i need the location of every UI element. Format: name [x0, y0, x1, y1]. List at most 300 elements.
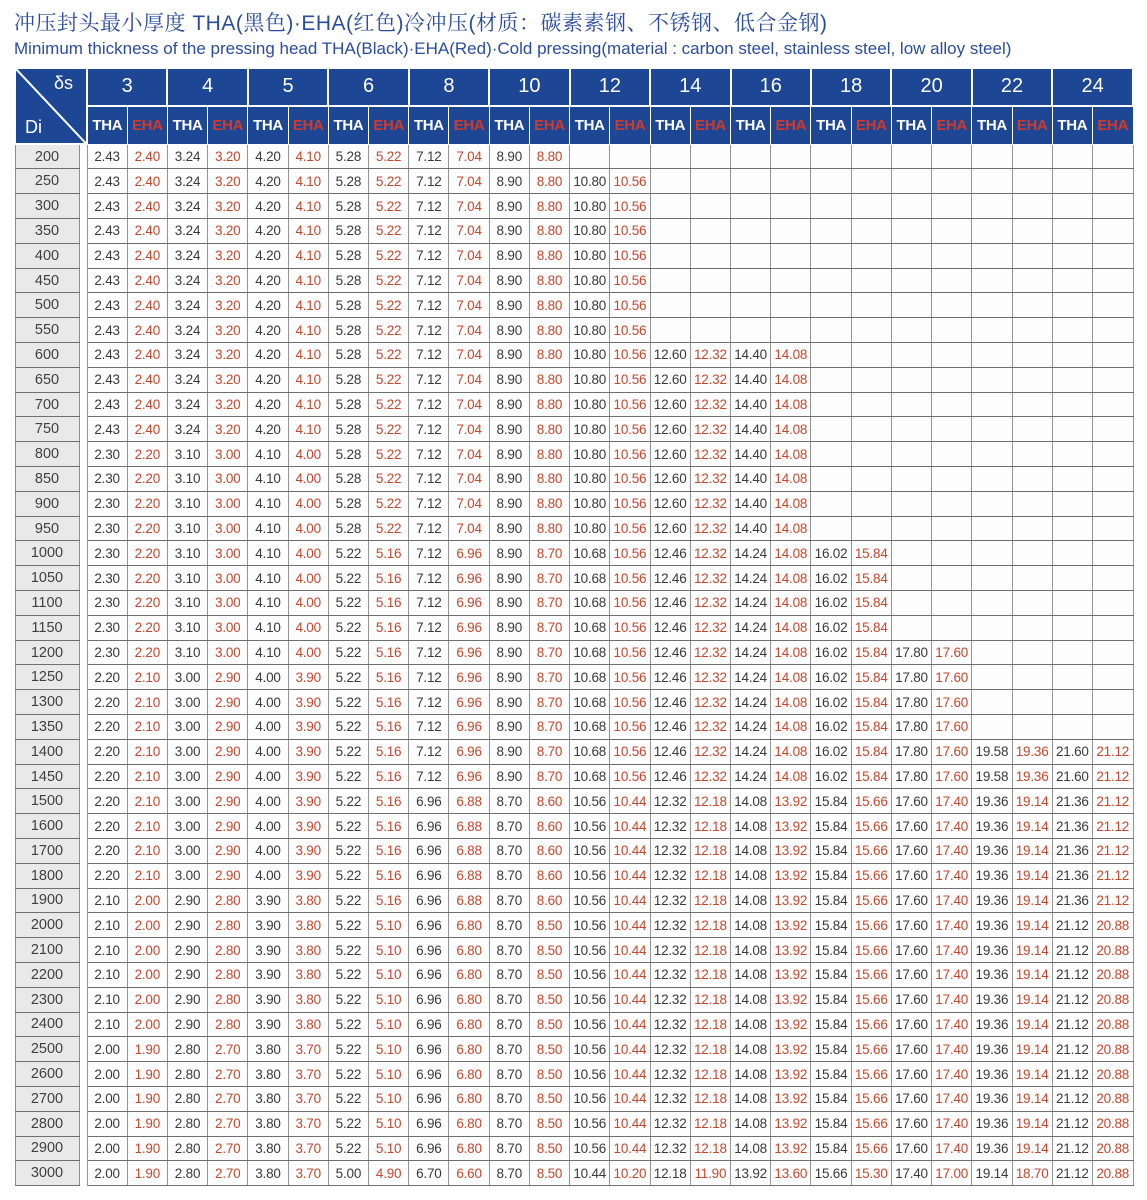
tha-value-cell: 8.90 [489, 739, 529, 764]
eha-value-cell [610, 144, 650, 169]
eha-value-cell: 4.10 [288, 417, 328, 442]
eha-value-cell: 12.32 [690, 392, 730, 417]
eha-value-cell: 8.80 [529, 516, 569, 541]
eha-value-cell: 12.18 [690, 863, 730, 888]
eha-header-label: EHA [610, 106, 650, 145]
column-gap [79, 392, 87, 417]
eha-value-cell [771, 243, 811, 268]
eha-header-label: EHA [690, 106, 730, 145]
eha-value-cell: 5.10 [369, 913, 409, 938]
tha-value-cell [650, 268, 690, 293]
eha-value-cell [851, 243, 891, 268]
eha-value-cell: 6.96 [449, 541, 489, 566]
eha-value-cell: 2.10 [127, 839, 167, 864]
eha-value-cell: 2.20 [127, 566, 167, 591]
eha-value-cell: 4.00 [288, 491, 328, 516]
eha-value-cell: 13.92 [771, 789, 811, 814]
tha-value-cell: 4.10 [248, 442, 288, 467]
tha-value-cell: 19.36 [972, 814, 1012, 839]
eha-value-cell [1092, 615, 1133, 640]
eha-value-cell: 2.70 [208, 1111, 248, 1136]
tha-value-cell: 5.22 [328, 739, 368, 764]
tha-value-cell: 15.84 [811, 987, 851, 1012]
tha-value-cell [650, 169, 690, 194]
eha-value-cell [932, 144, 972, 169]
tha-value-cell [1052, 491, 1092, 516]
eha-value-cell: 10.56 [610, 566, 650, 591]
eha-value-cell: 10.56 [610, 343, 650, 368]
tha-value-cell [972, 516, 1012, 541]
tha-header-label: THA [570, 106, 610, 145]
tha-value-cell [731, 318, 771, 343]
eha-value-cell: 5.22 [369, 516, 409, 541]
eha-value-cell: 8.50 [529, 1136, 569, 1161]
eha-value-cell: 13.92 [771, 1086, 811, 1111]
thickness-col-header-12: 12 [570, 68, 650, 106]
eha-value-cell [851, 144, 891, 169]
tha-value-cell: 2.30 [87, 442, 127, 467]
tha-value-cell: 14.24 [731, 690, 771, 715]
tha-value-cell: 10.80 [570, 367, 610, 392]
tha-value-cell: 8.90 [489, 392, 529, 417]
eha-value-cell: 17.40 [932, 1012, 972, 1037]
corner-label-di: Di [25, 117, 42, 138]
tha-value-cell: 2.20 [87, 863, 127, 888]
tha-value-cell [731, 144, 771, 169]
tha-value-cell [972, 318, 1012, 343]
tha-value-cell: 10.80 [570, 219, 610, 244]
thickness-col-header-5: 5 [248, 68, 328, 106]
tha-value-cell: 3.10 [167, 541, 207, 566]
tha-value-cell [811, 516, 851, 541]
eha-value-cell [1012, 392, 1052, 417]
tha-value-cell: 6.96 [409, 814, 449, 839]
eha-value-cell: 14.08 [771, 640, 811, 665]
column-gap [79, 913, 87, 938]
eha-value-cell [690, 194, 730, 219]
eha-header-label: EHA [932, 106, 972, 145]
eha-value-cell: 17.60 [932, 764, 972, 789]
tha-value-cell: 2.30 [87, 516, 127, 541]
eha-value-cell [1092, 566, 1133, 591]
tha-value-cell: 8.70 [489, 1161, 529, 1186]
eha-value-cell [1092, 417, 1133, 442]
tha-value-cell: 10.56 [570, 1111, 610, 1136]
eha-value-cell: 6.96 [449, 640, 489, 665]
di-row-label: 2400 [15, 1012, 79, 1037]
tha-value-cell: 4.00 [248, 665, 288, 690]
tha-value-cell: 12.60 [650, 467, 690, 492]
tha-value-cell [1052, 690, 1092, 715]
tha-value-cell: 19.36 [972, 1012, 1012, 1037]
tha-value-cell [891, 293, 931, 318]
tha-value-cell: 14.08 [731, 1086, 771, 1111]
eha-value-cell: 13.92 [771, 1136, 811, 1161]
tha-value-cell: 8.70 [489, 987, 529, 1012]
eha-value-cell [851, 491, 891, 516]
tha-value-cell: 12.60 [650, 516, 690, 541]
eha-header-label: EHA [851, 106, 891, 145]
tha-value-cell: 3.24 [167, 219, 207, 244]
tha-value-cell [811, 442, 851, 467]
tha-value-cell: 3.24 [167, 417, 207, 442]
tha-value-cell: 4.20 [248, 417, 288, 442]
tha-value-cell: 3.24 [167, 194, 207, 219]
tha-value-cell: 10.80 [570, 392, 610, 417]
tha-value-cell [891, 194, 931, 219]
di-row-label: 1700 [15, 839, 79, 864]
eha-value-cell: 8.70 [529, 764, 569, 789]
thickness-col-header-16: 16 [731, 68, 811, 106]
tha-value-cell: 3.00 [167, 863, 207, 888]
tha-value-cell: 12.46 [650, 764, 690, 789]
di-row-label: 2200 [15, 962, 79, 987]
tha-value-cell: 4.10 [248, 591, 288, 616]
tha-value-cell: 15.84 [811, 1086, 851, 1111]
eha-value-cell: 12.18 [690, 1062, 730, 1087]
tha-value-cell: 3.00 [167, 764, 207, 789]
tha-value-cell: 14.40 [731, 491, 771, 516]
tha-value-cell: 17.60 [891, 1136, 931, 1161]
tha-value-cell: 19.36 [972, 1086, 1012, 1111]
column-gap [79, 1161, 87, 1186]
tha-value-cell: 4.20 [248, 268, 288, 293]
eha-value-cell [771, 219, 811, 244]
eha-value-cell: 7.04 [449, 219, 489, 244]
eha-value-cell: 15.66 [851, 839, 891, 864]
eha-value-cell: 13.60 [771, 1161, 811, 1186]
tha-value-cell: 17.60 [891, 962, 931, 987]
tha-value-cell: 10.80 [570, 268, 610, 293]
eha-value-cell: 3.20 [208, 243, 248, 268]
eha-value-cell [1012, 367, 1052, 392]
column-gap [79, 665, 87, 690]
eha-value-cell [1012, 169, 1052, 194]
tha-value-cell [891, 144, 931, 169]
tha-value-cell: 12.32 [650, 1037, 690, 1062]
di-row-label: 300 [15, 194, 79, 219]
eha-value-cell: 3.80 [288, 888, 328, 913]
eha-value-cell: 2.10 [127, 764, 167, 789]
tha-value-cell: 5.22 [328, 591, 368, 616]
tha-value-cell: 3.80 [248, 1062, 288, 1087]
eha-value-cell: 19.14 [1012, 814, 1052, 839]
tha-value-cell: 4.10 [248, 516, 288, 541]
tha-value-cell [811, 243, 851, 268]
tha-value-cell: 19.36 [972, 1037, 1012, 1062]
tha-value-cell: 5.22 [328, 541, 368, 566]
table-row-di-650 [15, 367, 1133, 392]
eha-header-label: EHA [127, 106, 167, 145]
eha-value-cell: 19.14 [1012, 962, 1052, 987]
tha-value-cell [650, 219, 690, 244]
tha-value-cell: 5.28 [328, 516, 368, 541]
eha-value-cell [932, 417, 972, 442]
eha-value-cell [932, 591, 972, 616]
eha-value-cell: 6.96 [449, 591, 489, 616]
eha-value-cell [932, 169, 972, 194]
eha-value-cell: 10.56 [610, 442, 650, 467]
tha-value-cell: 19.36 [972, 913, 1012, 938]
eha-value-cell: 10.56 [610, 367, 650, 392]
di-row-label: 2900 [15, 1136, 79, 1161]
column-gap [79, 194, 87, 219]
column-gap [79, 417, 87, 442]
tha-value-cell: 2.43 [87, 268, 127, 293]
di-row-label: 1350 [15, 715, 79, 740]
tha-value-cell: 10.56 [570, 863, 610, 888]
eha-value-cell: 20.88 [1092, 1086, 1133, 1111]
eha-value-cell: 6.80 [449, 1012, 489, 1037]
eha-value-cell: 5.16 [369, 888, 409, 913]
tha-value-cell: 8.70 [489, 938, 529, 963]
tha-value-cell: 5.28 [328, 169, 368, 194]
eha-value-cell: 3.90 [288, 690, 328, 715]
tha-value-cell: 17.60 [891, 814, 931, 839]
tha-value-cell: 10.56 [570, 962, 610, 987]
eha-value-cell: 10.44 [610, 863, 650, 888]
eha-value-cell: 19.14 [1012, 1136, 1052, 1161]
tha-value-cell: 3.90 [248, 913, 288, 938]
eha-value-cell [771, 268, 811, 293]
eha-value-cell: 3.70 [288, 1062, 328, 1087]
eha-value-cell: 5.16 [369, 839, 409, 864]
eha-value-cell: 19.36 [1012, 739, 1052, 764]
tha-value-cell: 2.43 [87, 169, 127, 194]
eha-value-cell: 5.16 [369, 863, 409, 888]
tha-value-cell: 8.70 [489, 1012, 529, 1037]
tha-value-cell [891, 417, 931, 442]
eha-value-cell: 12.32 [690, 343, 730, 368]
eha-value-cell: 6.88 [449, 814, 489, 839]
eha-value-cell: 7.04 [449, 467, 489, 492]
tha-value-cell: 2.80 [167, 1086, 207, 1111]
eha-value-cell: 15.84 [851, 640, 891, 665]
tha-value-cell: 3.80 [248, 1161, 288, 1186]
eha-value-cell: 19.14 [1012, 839, 1052, 864]
eha-value-cell: 7.04 [449, 442, 489, 467]
eha-value-cell: 6.88 [449, 839, 489, 864]
eha-value-cell: 2.10 [127, 665, 167, 690]
tha-value-cell: 7.12 [409, 442, 449, 467]
tha-value-cell: 8.70 [489, 863, 529, 888]
eha-value-cell: 4.00 [288, 591, 328, 616]
eha-value-cell: 2.70 [208, 1161, 248, 1186]
eha-value-cell: 8.70 [529, 739, 569, 764]
page-title-chinese: 冲压封头最小厚度 THA(黑色)·EHA(红色)冷冲压(材质：碳素素钢、不锈钢、低合金钢) [14, 12, 828, 35]
table-header [15, 68, 1133, 145]
eha-value-cell: 10.44 [610, 987, 650, 1012]
eha-value-cell: 5.22 [369, 268, 409, 293]
eha-value-cell: 12.18 [690, 839, 730, 864]
tha-value-cell [972, 665, 1012, 690]
eha-value-cell [932, 219, 972, 244]
eha-value-cell: 21.12 [1092, 764, 1133, 789]
tha-value-cell [811, 318, 851, 343]
thickness-col-header-14: 14 [650, 68, 730, 106]
eha-value-cell: 2.40 [127, 219, 167, 244]
eha-value-cell: 5.16 [369, 789, 409, 814]
eha-header-label: EHA [208, 106, 248, 145]
column-gap [79, 938, 87, 963]
eha-value-cell: 18.70 [1012, 1161, 1052, 1186]
eha-value-cell: 14.08 [771, 764, 811, 789]
tha-value-cell [1052, 615, 1092, 640]
eha-value-cell [851, 343, 891, 368]
tha-value-cell [650, 194, 690, 219]
tha-header-label: THA [811, 106, 851, 145]
eha-value-cell: 4.10 [288, 194, 328, 219]
page-title-english: Minimum thickness of the pressing head THA(Black)·EHA(Red)·Cold pressing(material : carbon steel, stainless steel, low alloy steel) [14, 39, 1012, 59]
eha-value-cell: 3.20 [208, 268, 248, 293]
tha-value-cell [891, 367, 931, 392]
eha-value-cell: 5.16 [369, 690, 409, 715]
eha-value-cell: 8.70 [529, 640, 569, 665]
eha-value-cell: 3.20 [208, 219, 248, 244]
tha-value-cell: 2.00 [87, 1086, 127, 1111]
tha-value-cell: 8.70 [489, 1037, 529, 1062]
eha-value-cell: 10.44 [610, 1086, 650, 1111]
tha-value-cell [972, 417, 1012, 442]
tha-value-cell: 6.96 [409, 938, 449, 963]
eha-value-cell: 8.80 [529, 293, 569, 318]
tha-value-cell: 7.12 [409, 541, 449, 566]
eha-value-cell: 12.32 [690, 690, 730, 715]
tha-value-cell: 8.90 [489, 219, 529, 244]
tha-header-label: THA [167, 106, 207, 145]
di-row-label: 1000 [15, 541, 79, 566]
tha-value-cell: 3.24 [167, 243, 207, 268]
tha-value-cell: 5.22 [328, 789, 368, 814]
tha-value-cell [731, 243, 771, 268]
eha-value-cell: 10.56 [610, 417, 650, 442]
eha-value-cell: 19.14 [1012, 987, 1052, 1012]
tha-value-cell: 8.90 [489, 615, 529, 640]
tha-value-cell: 12.46 [650, 566, 690, 591]
eha-value-cell: 4.00 [288, 640, 328, 665]
tha-value-cell: 8.70 [489, 913, 529, 938]
eha-value-cell: 7.04 [449, 194, 489, 219]
eha-value-cell: 4.10 [288, 392, 328, 417]
eha-value-cell: 13.92 [771, 938, 811, 963]
eha-value-cell: 3.90 [288, 715, 328, 740]
eha-value-cell [690, 318, 730, 343]
tha-value-cell: 8.90 [489, 417, 529, 442]
tha-value-cell: 14.24 [731, 566, 771, 591]
tha-value-cell: 5.22 [328, 962, 368, 987]
eha-value-cell [851, 219, 891, 244]
eha-value-cell: 19.14 [1012, 789, 1052, 814]
tha-value-cell: 7.12 [409, 665, 449, 690]
eha-value-cell: 4.00 [288, 566, 328, 591]
eha-value-cell: 6.80 [449, 1037, 489, 1062]
di-row-label: 950 [15, 516, 79, 541]
column-gap [79, 1111, 87, 1136]
eha-value-cell: 3.00 [208, 640, 248, 665]
tha-value-cell: 8.70 [489, 839, 529, 864]
eha-value-cell: 5.16 [369, 615, 409, 640]
eha-value-cell: 10.56 [610, 715, 650, 740]
table-row-di-2500 [15, 1037, 1133, 1062]
tha-value-cell: 3.10 [167, 640, 207, 665]
table-body [15, 144, 1133, 1185]
table-row-di-2200 [15, 962, 1133, 987]
tha-value-cell [972, 591, 1012, 616]
eha-value-cell: 8.80 [529, 491, 569, 516]
column-gap [79, 839, 87, 864]
eha-value-cell: 13.92 [771, 962, 811, 987]
tha-value-cell: 14.08 [731, 789, 771, 814]
eha-value-cell [1092, 318, 1133, 343]
eha-value-cell: 2.00 [127, 888, 167, 913]
eha-value-cell [932, 343, 972, 368]
tha-value-cell: 21.12 [1052, 1136, 1092, 1161]
tha-value-cell: 4.20 [248, 293, 288, 318]
eha-value-cell: 15.66 [851, 1062, 891, 1087]
tha-value-cell: 14.08 [731, 888, 771, 913]
eha-value-cell [851, 169, 891, 194]
tha-value-cell [891, 318, 931, 343]
di-row-label: 400 [15, 243, 79, 268]
tha-value-cell: 2.80 [167, 1136, 207, 1161]
eha-value-cell [932, 318, 972, 343]
tha-value-cell: 7.12 [409, 144, 449, 169]
tha-value-cell: 10.68 [570, 615, 610, 640]
tha-value-cell: 14.08 [731, 839, 771, 864]
eha-value-cell: 6.96 [449, 764, 489, 789]
table-row-di-2800 [15, 1111, 1133, 1136]
tha-value-cell: 7.12 [409, 417, 449, 442]
eha-value-cell: 3.90 [288, 814, 328, 839]
eha-header-label: EHA [771, 106, 811, 145]
tha-value-cell: 19.14 [972, 1161, 1012, 1186]
tha-value-cell: 10.80 [570, 194, 610, 219]
tha-value-cell: 8.90 [489, 318, 529, 343]
table-row-di-1050 [15, 566, 1133, 591]
tha-value-cell: 8.90 [489, 715, 529, 740]
tha-value-cell: 2.10 [87, 888, 127, 913]
eha-value-cell [932, 268, 972, 293]
tha-value-cell: 16.02 [811, 715, 851, 740]
table-row-di-1500 [15, 789, 1133, 814]
eha-value-cell: 10.44 [610, 789, 650, 814]
tha-value-cell: 2.10 [87, 1012, 127, 1037]
tha-value-cell: 3.00 [167, 789, 207, 814]
tha-value-cell: 14.40 [731, 392, 771, 417]
eha-value-cell: 13.92 [771, 863, 811, 888]
eha-value-cell: 7.04 [449, 516, 489, 541]
eha-value-cell: 12.18 [690, 987, 730, 1012]
eha-value-cell: 2.90 [208, 764, 248, 789]
tha-value-cell: 14.08 [731, 938, 771, 963]
eha-value-cell: 15.66 [851, 1086, 891, 1111]
eha-value-cell: 2.90 [208, 814, 248, 839]
eha-value-cell: 2.10 [127, 715, 167, 740]
eha-value-cell: 3.80 [288, 1012, 328, 1037]
tha-value-cell: 2.30 [87, 591, 127, 616]
tha-value-cell: 7.12 [409, 467, 449, 492]
table-row-di-300 [15, 194, 1133, 219]
column-gap [79, 343, 87, 368]
table-row-di-550 [15, 318, 1133, 343]
eha-value-cell: 10.56 [610, 665, 650, 690]
eha-value-cell: 10.44 [610, 1037, 650, 1062]
table-row-di-850 [15, 467, 1133, 492]
eha-value-cell: 3.00 [208, 566, 248, 591]
eha-value-cell: 19.36 [1012, 764, 1052, 789]
tha-header-label: THA [731, 106, 771, 145]
eha-value-cell: 5.22 [369, 169, 409, 194]
